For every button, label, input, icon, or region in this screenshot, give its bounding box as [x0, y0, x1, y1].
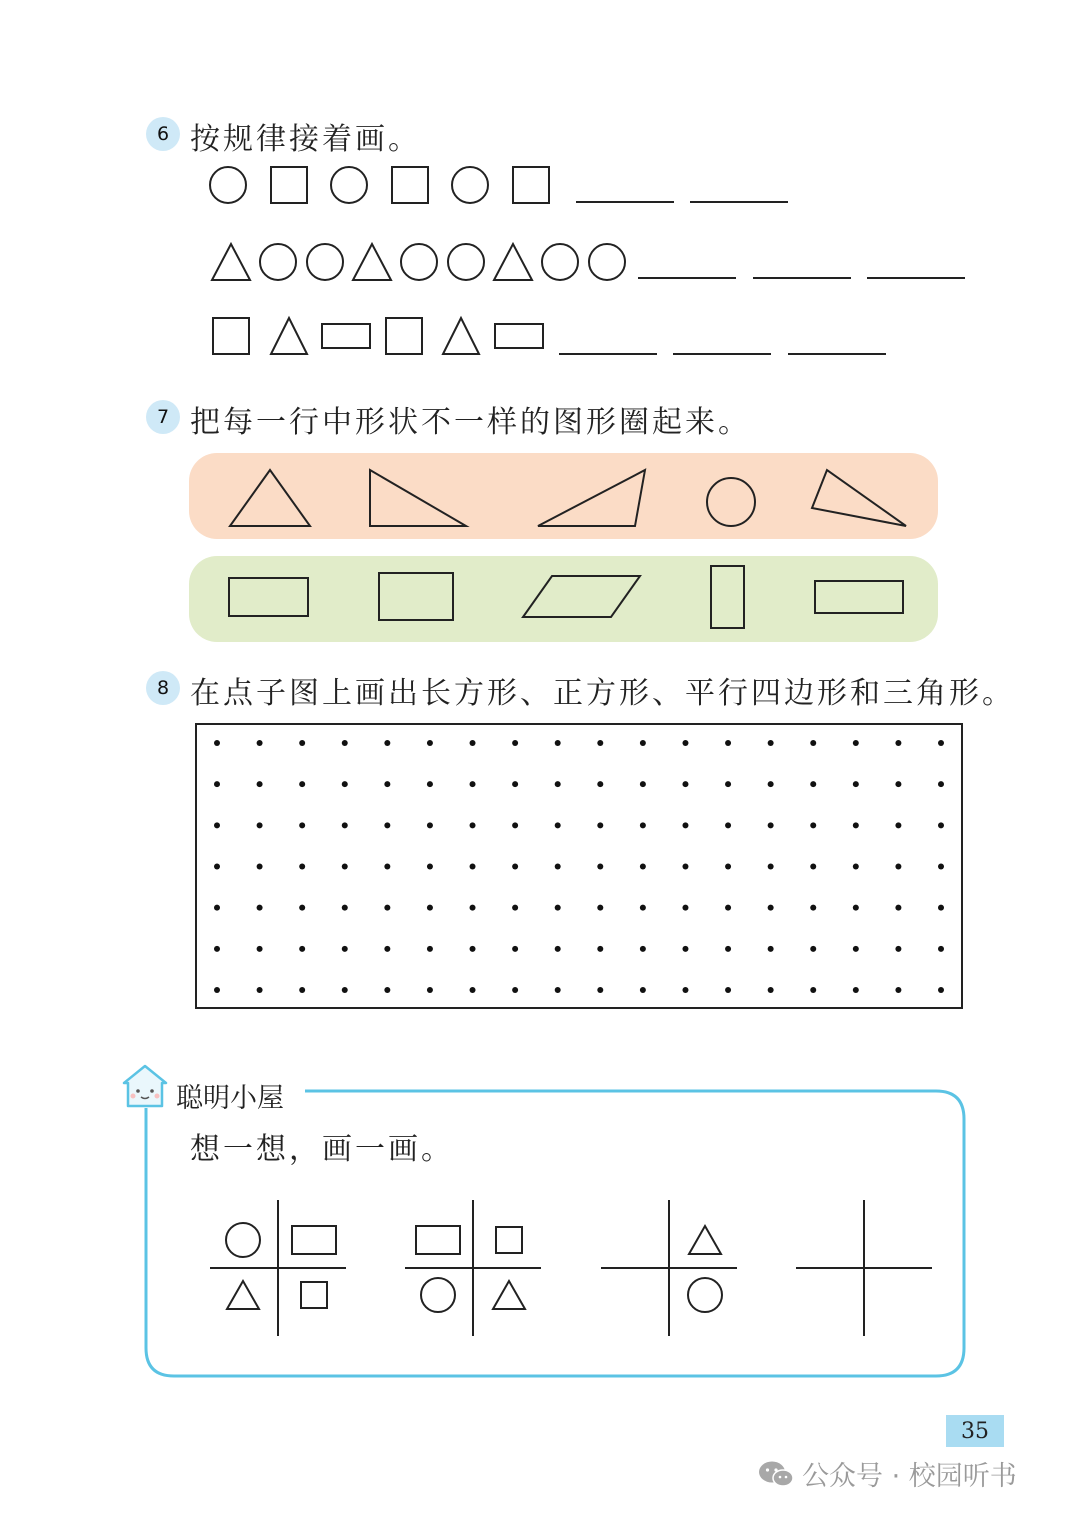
grid-circle: [688, 1278, 722, 1312]
watermark: [758, 1454, 1017, 1493]
grid-triangle: [689, 1226, 721, 1254]
grid-square: [496, 1227, 522, 1253]
question-6-number: 6: [146, 117, 180, 151]
question-6-text: 按规律接着画。: [190, 122, 421, 157]
question-7-text: 把每一行中形状不一样的图形圈起来。: [190, 405, 751, 440]
wisdom-title: 聪明小屋: [176, 1083, 284, 1114]
page-number: 35: [946, 1415, 1004, 1447]
watermark-text: 公众号 · 校园听书: [802, 1461, 1017, 1492]
question-8-number: 8: [146, 671, 180, 705]
grid-circle: [421, 1278, 455, 1312]
grid-rectangle: [292, 1226, 336, 1254]
question-8-text: 在点子图上画出长方形、正方形、平行四边形和三角形。: [190, 676, 1015, 711]
grid-rectangle: [416, 1226, 460, 1254]
question-7-number: 7: [146, 400, 180, 434]
grid-triangle: [227, 1281, 259, 1309]
wisdom-text: 想一想，画一画。: [190, 1132, 454, 1167]
grid-triangle: [493, 1281, 525, 1309]
grid-circle: [226, 1223, 260, 1257]
wechat-icon: [758, 1460, 794, 1488]
grid-square: [301, 1282, 327, 1308]
